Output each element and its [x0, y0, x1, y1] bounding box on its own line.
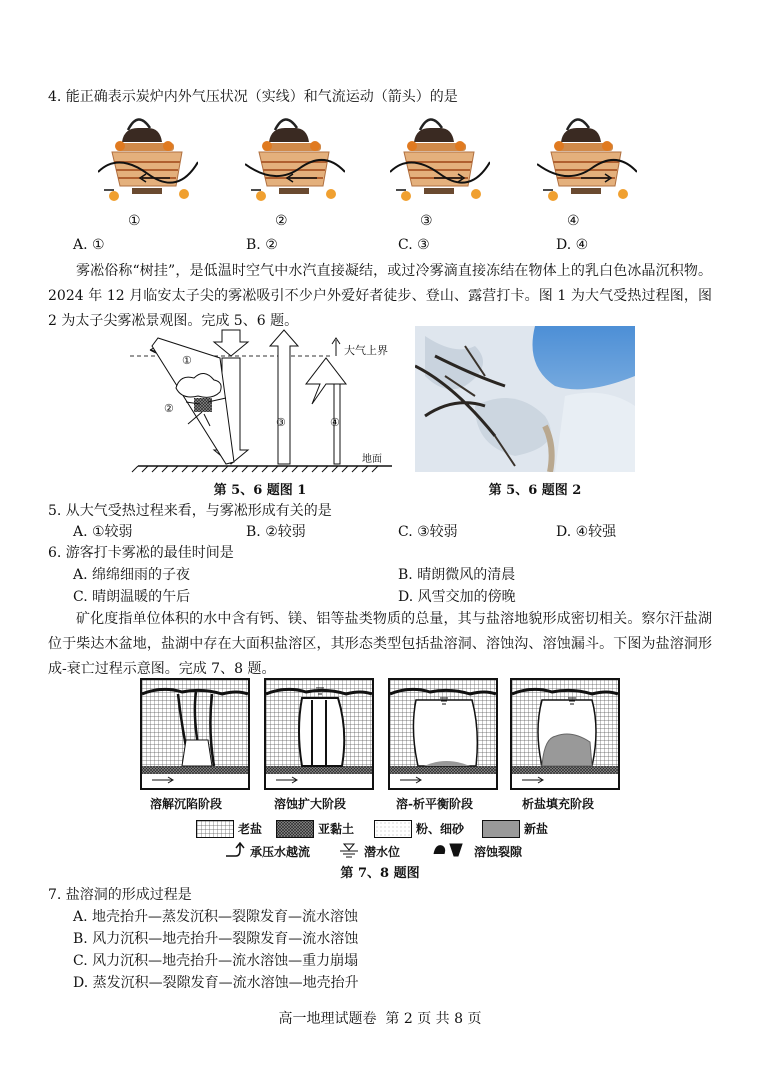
stage-label-2: 溶蚀扩大阶段	[274, 797, 347, 811]
water-table-icon	[338, 842, 360, 858]
stove-figure-3	[390, 108, 490, 206]
q4-stem: 4. 能正确表示炭炉内外气压状况（实线）和气流运动（箭头）的是	[48, 89, 458, 105]
legend-swatch-sand	[374, 820, 412, 838]
q4-option-d: D. ④	[556, 237, 589, 253]
q6-option-b: B. 晴朗微风的清晨	[398, 567, 516, 583]
charcoal-stove-illustration	[537, 108, 637, 206]
ground-label: 地面	[362, 454, 382, 465]
q5-option-d: D. ④较强	[556, 524, 617, 540]
legend-label-confined-water: 承压水越流	[250, 845, 311, 859]
stage-label-3: 溶-析平衡阶段	[396, 797, 473, 811]
passage-salt-karst: 矿化度指单位体积的水中含有钙、镁、铝等盐类物质的总量，其与盐溶地貌形成密切相关。察尔汗盐湖位于柴达木盆地，盐湖中存在大面积盐溶区，其形态类型包括盐溶洞、溶蚀沟、溶蚀漏斗。下图为盐溶洞形成-衰亡过程示意图。完成 7、8 题。	[48, 611, 712, 677]
rime-landscape-photo	[415, 326, 635, 472]
legend-label-water-table: 潜水位	[364, 845, 401, 859]
q4-option-a: A. ①	[73, 237, 105, 253]
stage-label-4: 析盐填充阶段	[522, 797, 595, 811]
figure-label-2: ②	[275, 213, 288, 229]
atmospheric-heating-diagram	[130, 328, 392, 474]
figure3-caption: 第 7、8 题图	[340, 866, 420, 881]
stove-figure-2	[245, 108, 345, 206]
figure-label-3: ③	[420, 213, 433, 229]
q6-stem: 6. 游客打卡雾凇的最佳时间是	[48, 545, 234, 561]
q7-option-d: D. 蒸发沉积—裂隙发育—流水溶蚀—地壳抬升	[73, 975, 359, 991]
charcoal-stove-illustration	[390, 108, 490, 206]
q5-stem: 5. 从大气受热过程来看，与雾凇形成有关的是	[48, 503, 332, 519]
confined-water-arrow-icon	[224, 842, 246, 858]
q4-option-b: B. ②	[246, 237, 278, 253]
stage-panel-2	[264, 678, 374, 790]
dissolution-fissure-icon	[432, 842, 472, 858]
stage-panel-3	[388, 678, 498, 790]
q5-option-c: C. ③较弱	[398, 524, 458, 540]
q5-option-a: A. ①较弱	[73, 524, 133, 540]
charcoal-stove-illustration	[98, 108, 198, 206]
legend-label-subclay: 亚黏土	[318, 822, 355, 836]
stage-panel-4	[510, 678, 620, 790]
stove-figure-4	[537, 108, 637, 206]
figure-label-1: ①	[128, 213, 141, 229]
legend-swatch-old-salt	[196, 820, 234, 838]
page-footer: 高一地理试题卷 第 2 页 共 8 页	[278, 1011, 482, 1027]
marker-3: ③	[276, 416, 286, 429]
q7-option-b: B. 风力沉积—地壳抬升—裂隙发育—流水溶蚀	[73, 931, 359, 947]
legend-label-new-salt: 新盐	[524, 822, 549, 836]
q7-option-c: C. 风力沉积—地壳抬升—流水溶蚀—重力崩塌	[73, 953, 359, 969]
marker-4: ④	[330, 416, 340, 429]
figure-label-4: ④	[567, 213, 580, 229]
stove-figure-1	[98, 108, 198, 206]
q5-option-b: B. ②较弱	[246, 524, 306, 540]
stage-label-1: 溶解沉陷阶段	[150, 797, 223, 811]
stage-panel-1	[140, 678, 250, 790]
q7-stem: 7. 盐溶洞的形成过程是	[48, 887, 192, 903]
legend-swatch-new-salt	[482, 820, 520, 838]
q4-option-c: C. ③	[398, 237, 430, 253]
top-of-atmosphere-label: 大气上界	[344, 344, 388, 357]
q6-option-d: D. 风雪交加的傍晚	[398, 589, 516, 605]
legend-label-sand: 粉、细砂	[416, 822, 465, 836]
q6-option-c: C. 晴朗温暖的午后	[73, 589, 191, 605]
legend-label-fissure: 溶蚀裂隙	[474, 845, 523, 859]
charcoal-stove-illustration	[245, 108, 345, 206]
legend-label-old-salt: 老盐	[238, 822, 263, 836]
passage-rime: 雾凇俗称“树挂”，是低温时空气中水汽直接凝结，或过冷雾滴直接冻结在物体上的乳白色冰晶沉积物。2024 年 12 月临安太子尖的雾凇吸引不少户外爱好者徒步、登山、露营打卡。图 1 为大气受热过程图，图 2 为太子尖雾凇景观图。完成 5、6 题。	[48, 263, 712, 329]
marker-1: ①	[182, 354, 192, 367]
q6-option-a: A. 绵绵细雨的子夜	[73, 567, 191, 583]
marker-2: ②	[164, 402, 174, 415]
legend-swatch-subclay	[276, 820, 314, 838]
figure2-caption: 第 5、6 题图 2	[488, 483, 582, 498]
figure1-caption: 第 5、6 题图 1	[213, 483, 307, 498]
q7-option-a: A. 地壳抬升—蒸发沉积—裂隙发育—流水溶蚀	[73, 909, 359, 925]
